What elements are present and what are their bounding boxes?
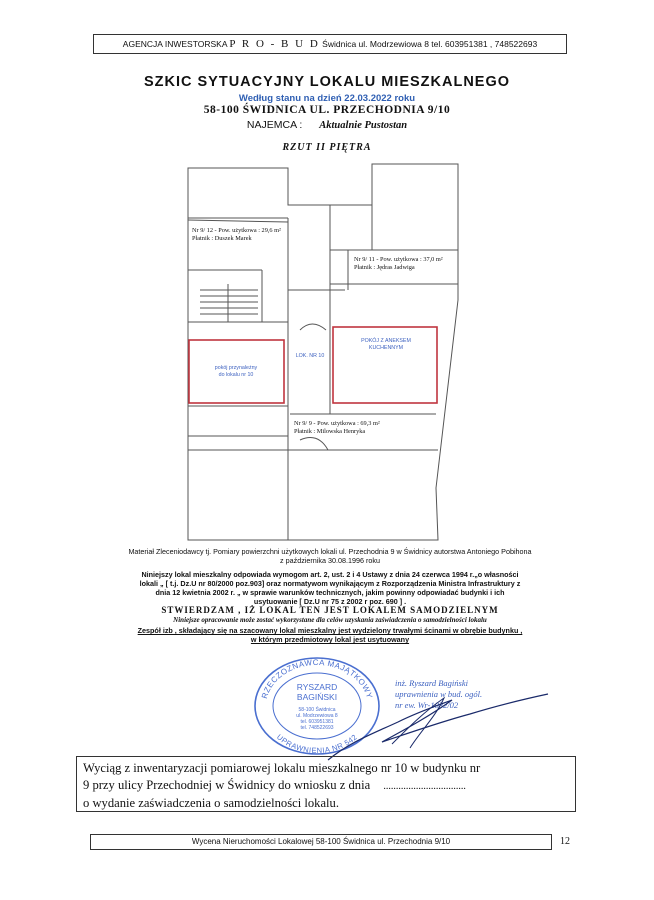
stamp-name-2: BAGIŃSKI	[296, 692, 338, 702]
stamp-name-1: RYSZARD	[296, 682, 338, 692]
corridor-label: LOK. NR 10	[295, 353, 325, 359]
unit-12-label: Nr 9/ 12 - Pow. użytkowa : 29,6 m² Płatnik : Duszek Marek	[192, 227, 281, 242]
statement: STWIERDZAM , IŻ LOKAL TEN JEST LOKALEM SAMODZIELNYM	[161, 605, 499, 615]
material-note: Materiał Zleceniodawcy tj. Pomiary powierzchni użytkowych lokali ul. Przechodnia 9 w Świdnicy autorstwa Antoniego Pobihona z października 30.08.1996 roku	[128, 547, 532, 565]
extract-line-1: Wyciąg z inwentaryzacji pomiarowej lokalu mieszkalnego nr 10 w budynku nr	[83, 761, 481, 775]
stamp-addr-4: tel. 748522693	[300, 725, 334, 731]
status-date: Według stanu na dzień 22.03.2022 roku	[238, 93, 416, 104]
stamp-ring-top: RZECZOZNAWCA MAJĄTKOWY	[259, 657, 375, 700]
stamp-ring-bottom: UPRAWNIENIA NR 542	[275, 732, 360, 756]
rooms-note: Zespół izb , składający się na szacowany lokal mieszkalny jest wydzielony trwałymi ścinami w obrębie budynku , w którym przedmiotowy lokal jest usytuowany	[137, 626, 523, 644]
document-title: SZKIC SYTUACYJNY LOKALU MIESZKALNEGO	[143, 74, 511, 90]
unit-11-label: Nr 9/ 11 - Pow. użytkowa : 37,0 m² Płatnik : Jędras Jadwiga	[354, 256, 443, 271]
footer: Wycena Nieruchomości Lokalowej 58-100 Świdnica ul. Przechodnia 9/10	[90, 834, 552, 850]
floor-title: RZUT II PIĘTRA	[282, 142, 372, 153]
agency-brand: P R O - B U D	[229, 38, 320, 50]
extract-box	[76, 756, 576, 812]
stamp-addr-2: ul. Modrzewiowa 8	[296, 713, 338, 719]
extract-dots: .................................	[383, 781, 466, 792]
tenant-label: NAJEMCA :	[246, 119, 303, 131]
signature-stamp-text: inż. Ryszard Bagiński uprawnienia w bud. ogól. nr ew. Wr-1032/02	[395, 678, 483, 710]
unit-9-label: Nr 9/ 9 - Pow. użytkowa : 69,3 m² Płatnik : Milowska Henryka	[294, 420, 380, 435]
tenant-value: Aktualnie Pustostan	[319, 120, 408, 131]
stamp-addr-1: 58-100 Świdnica	[298, 707, 336, 713]
stamp-addr-3: tel. 603951381	[300, 719, 334, 725]
extract-line-2: 9 przy ulicy Przechodniej w Świdnicy do wniosku z dnia .................................	[83, 778, 466, 792]
legal-note: Niniejszy lokal mieszkalny odpowiada wymogom art. 2, ust. 2 i 4 Ustawy z dnia 24 czerwca 1994 r.„o własności lokali „ [ t.j. Dz.U nr 80/2000 poz.903] oraz normatywom wynikającym z Rozporządzenia Ministra Infrastruktury z dnia 12 kwietnia 2002 r. „ w sprawie warunków technicznych, jakim powinny odpowiadać budynki i ich usytuowanie [ Dz.U nr 75 z 2002 r poz. 690 ] .	[139, 570, 521, 606]
room-left-label: pokój przynależny do lokalu nr 10	[214, 365, 258, 378]
extract-line-3: o wydanie zaświadczenia o samodzielności lokalu.	[83, 796, 339, 810]
agency-name: AGENCJA INWESTORSKA	[122, 39, 228, 49]
agency-address: Świdnica ul. Modrzewiowa 8 tel. 603951381 , 748522693	[322, 39, 538, 49]
room-right-label: POKÓJ Z ANEKSEM KUCHENNYM	[361, 338, 411, 351]
purpose-note: Niniejsze opracowanie może zostać wykorzystane dla celów uzyskania zaświadczenia o samodzielności lokalu	[173, 616, 487, 624]
page-number: 12	[560, 836, 570, 847]
property-address: 58-100 ŚWIDNICA UL. PRZECHODNIA 9/10	[203, 104, 451, 116]
